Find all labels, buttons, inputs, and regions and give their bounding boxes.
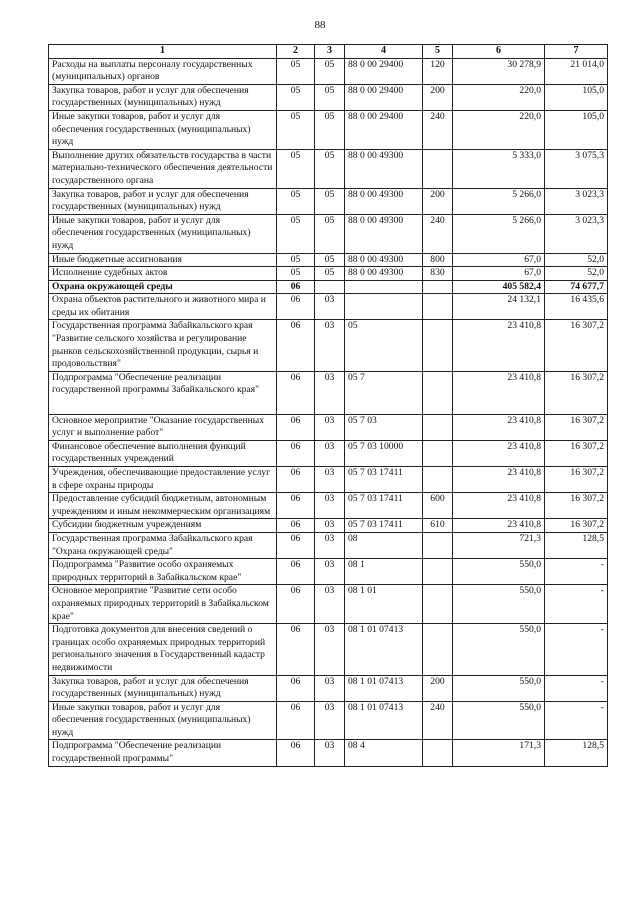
expense-type-cell xyxy=(423,559,453,585)
target-article-cell: 05 xyxy=(345,320,423,371)
section-code-cell: 06 xyxy=(277,414,315,440)
amount-plan-cell: 67,0 xyxy=(453,267,545,281)
amount-plan-cell: 550,0 xyxy=(453,701,545,740)
amount-actual-cell: 3 075,3 xyxy=(545,149,608,188)
amount-actual-cell: - xyxy=(545,675,608,701)
section-code-cell: 05 xyxy=(277,267,315,281)
section-code-cell: 05 xyxy=(277,110,315,149)
row-name-cell: Основное мероприятие "Оказание государственных услуг и выполнение работ" xyxy=(49,414,277,440)
section-code-cell: 05 xyxy=(277,58,315,84)
subsection-code-cell: 03 xyxy=(315,414,345,440)
section-code-cell: 06 xyxy=(277,280,315,294)
subsection-code-cell: 03 xyxy=(315,532,345,558)
section-code-cell: 06 xyxy=(277,467,315,493)
subsection-code-cell: 03 xyxy=(315,493,345,519)
subsection-code-cell: 05 xyxy=(315,188,345,214)
amount-plan-cell: 721,3 xyxy=(453,532,545,558)
amount-plan-cell: 220,0 xyxy=(453,110,545,149)
amount-plan-cell: 5 333,0 xyxy=(453,149,545,188)
expense-type-cell: 240 xyxy=(423,110,453,149)
target-article-cell: 88 0 00 29400 xyxy=(345,58,423,84)
expense-type-cell xyxy=(423,440,453,466)
amount-actual-cell: 16 307,2 xyxy=(545,371,608,414)
row-name-cell: Финансовое обеспечение выполнения функций государственных учреждений xyxy=(49,440,277,466)
table-row xyxy=(49,559,608,585)
table-row xyxy=(49,414,608,440)
amount-actual-cell: 16 307,2 xyxy=(545,320,608,371)
column-header: 2 xyxy=(277,45,315,59)
table-row xyxy=(49,440,608,466)
table-row xyxy=(49,58,608,84)
section-code-cell: 06 xyxy=(277,585,315,624)
expense-type-cell: 240 xyxy=(423,701,453,740)
target-article-cell: 05 7 03 17411 xyxy=(345,467,423,493)
row-name-cell: Охрана окружающей среды xyxy=(49,280,277,294)
expense-type-cell: 200 xyxy=(423,675,453,701)
row-name-cell: Подпрограмма "Обеспечение реализации государственной программы" xyxy=(49,740,277,766)
table-row xyxy=(49,110,608,149)
subsection-code-cell: 05 xyxy=(315,214,345,253)
table-row xyxy=(49,701,608,740)
target-article-cell: 88 0 00 29400 xyxy=(345,84,423,110)
expense-type-cell xyxy=(423,414,453,440)
expense-type-cell: 120 xyxy=(423,58,453,84)
table-row xyxy=(49,149,608,188)
table-row xyxy=(49,294,608,320)
budget-table xyxy=(48,44,608,767)
amount-actual-cell: 16 307,2 xyxy=(545,519,608,533)
amount-plan-cell: 5 266,0 xyxy=(453,214,545,253)
amount-plan-cell: 23 410,8 xyxy=(453,320,545,371)
section-code-cell: 06 xyxy=(277,294,315,320)
table-row xyxy=(49,253,608,267)
column-header: 5 xyxy=(423,45,453,59)
table-row xyxy=(49,467,608,493)
amount-plan-cell: 23 410,8 xyxy=(453,467,545,493)
table-row xyxy=(49,280,608,294)
row-name-cell: Учреждения, обеспечивающие предоставление услуг в сфере охраны природы xyxy=(49,467,277,493)
section-code-cell: 05 xyxy=(277,84,315,110)
section-code-cell: 06 xyxy=(277,493,315,519)
target-article-cell: 08 1 xyxy=(345,559,423,585)
expense-type-cell: 240 xyxy=(423,214,453,253)
target-article-cell: 08 1 01 07413 xyxy=(345,675,423,701)
subsection-code-cell: 03 xyxy=(315,371,345,414)
page-number: 88 xyxy=(314,19,326,31)
expense-type-cell xyxy=(423,624,453,675)
target-article-cell: 05 7 03 17411 xyxy=(345,493,423,519)
table-row xyxy=(49,188,608,214)
section-code-cell: 06 xyxy=(277,320,315,371)
subsection-code-cell: 05 xyxy=(315,110,345,149)
amount-plan-cell: 550,0 xyxy=(453,559,545,585)
subsection-code-cell: 03 xyxy=(315,740,345,766)
column-header: 7 xyxy=(545,45,608,59)
table-row xyxy=(49,532,608,558)
amount-plan-cell: 67,0 xyxy=(453,253,545,267)
amount-actual-cell: 16 307,2 xyxy=(545,493,608,519)
amount-actual-cell: 128,5 xyxy=(545,532,608,558)
expense-type-cell: 200 xyxy=(423,188,453,214)
expense-type-cell: 800 xyxy=(423,253,453,267)
amount-plan-cell: 23 410,8 xyxy=(453,440,545,466)
target-article-cell: 08 1 01 xyxy=(345,585,423,624)
row-name-cell: Закупка товаров, работ и услуг для обеспечения государственных (муниципальных) нужд xyxy=(49,675,277,701)
row-name-cell: Государственная программа Забайкальского края "Развитие сельского хозяйства и регулирование рынков сельскохозяйственной продукции, сырья и продовольствия" xyxy=(49,320,277,371)
section-code-cell: 06 xyxy=(277,740,315,766)
subsection-code-cell: 03 xyxy=(315,585,345,624)
target-article-cell: 88 0 00 49300 xyxy=(345,188,423,214)
amount-actual-cell: 16 307,2 xyxy=(545,467,608,493)
amount-plan-cell: 405 582,4 xyxy=(453,280,545,294)
expense-type-cell: 600 xyxy=(423,493,453,519)
amount-plan-cell: 23 410,8 xyxy=(453,519,545,533)
row-name-cell: Государственная программа Забайкальского края "Охрана окружающей среды" xyxy=(49,532,277,558)
row-name-cell: Подготовка документов для внесения сведений о границах особо охраняемых природных территорий регионального значения в Государственный кадастр недвижимости xyxy=(49,624,277,675)
column-header: 4 xyxy=(345,45,423,59)
section-code-cell: 06 xyxy=(277,559,315,585)
subsection-code-cell: 05 xyxy=(315,58,345,84)
row-name-cell: Иные бюджетные ассигнования xyxy=(49,253,277,267)
target-article-cell: 88 0 00 49300 xyxy=(345,214,423,253)
amount-plan-cell: 550,0 xyxy=(453,675,545,701)
subsection-code-cell: 05 xyxy=(315,149,345,188)
expense-type-cell: 610 xyxy=(423,519,453,533)
expense-type-cell xyxy=(423,371,453,414)
amount-actual-cell: 128,5 xyxy=(545,740,608,766)
expense-type-cell xyxy=(423,280,453,294)
row-name-cell: Расходы на выплаты персоналу государственных (муниципальных) органов xyxy=(49,58,277,84)
table-row xyxy=(49,624,608,675)
amount-actual-cell: 21 014,0 xyxy=(545,58,608,84)
amount-plan-cell: 171,3 xyxy=(453,740,545,766)
target-article-cell: 08 1 01 07413 xyxy=(345,701,423,740)
amount-actual-cell: 52,0 xyxy=(545,253,608,267)
amount-actual-cell: 16 307,2 xyxy=(545,414,608,440)
row-name-cell: Иные закупки товаров, работ и услуг для обеспечения государственных (муниципальных) нужд xyxy=(49,110,277,149)
subsection-code-cell xyxy=(315,280,345,294)
amount-actual-cell: 3 023,3 xyxy=(545,214,608,253)
table-row xyxy=(49,675,608,701)
section-code-cell: 06 xyxy=(277,701,315,740)
section-code-cell: 05 xyxy=(277,149,315,188)
row-name-cell: Закупка товаров, работ и услуг для обеспечения государственных (муниципальных) нужд xyxy=(49,188,277,214)
amount-plan-cell: 23 410,8 xyxy=(453,371,545,414)
row-name-cell: Закупка товаров, работ и услуг для обеспечения государственных (муниципальных) нужд xyxy=(49,84,277,110)
subsection-code-cell: 05 xyxy=(315,253,345,267)
amount-plan-cell: 24 132,1 xyxy=(453,294,545,320)
row-name-cell: Иные закупки товаров, работ и услуг для обеспечения государственных (муниципальных) нужд xyxy=(49,701,277,740)
row-name-cell: Субсидии бюджетным учреждениям xyxy=(49,519,277,533)
section-code-cell: 06 xyxy=(277,440,315,466)
amount-plan-cell: 550,0 xyxy=(453,585,545,624)
target-article-cell xyxy=(345,280,423,294)
target-article-cell: 05 7 xyxy=(345,371,423,414)
subsection-code-cell: 03 xyxy=(315,559,345,585)
subsection-code-cell: 03 xyxy=(315,320,345,371)
subsection-code-cell: 05 xyxy=(315,84,345,110)
expense-type-cell xyxy=(423,320,453,371)
section-code-cell: 06 xyxy=(277,624,315,675)
row-name-cell: Основное мероприятие "Развитие сети особо охраняемых природных территорий в Забайкальском крае" xyxy=(49,585,277,624)
section-code-cell: 06 xyxy=(277,519,315,533)
table-row xyxy=(49,267,608,281)
subsection-code-cell: 05 xyxy=(315,267,345,281)
table-row xyxy=(49,214,608,253)
expense-type-cell xyxy=(423,294,453,320)
amount-plan-cell: 23 410,8 xyxy=(453,414,545,440)
table-row xyxy=(49,519,608,533)
amount-actual-cell: - xyxy=(545,701,608,740)
amount-actual-cell: 74 677,7 xyxy=(545,280,608,294)
amount-actual-cell: 105,0 xyxy=(545,84,608,110)
amount-plan-cell: 5 266,0 xyxy=(453,188,545,214)
expense-type-cell: 830 xyxy=(423,267,453,281)
column-header: 3 xyxy=(315,45,345,59)
target-article-cell: 05 7 03 10000 xyxy=(345,440,423,466)
subsection-code-cell: 03 xyxy=(315,675,345,701)
subsection-code-cell: 03 xyxy=(315,440,345,466)
subsection-code-cell: 03 xyxy=(315,701,345,740)
row-name-cell: Предоставление субсидий бюджетным, автономным учреждениям и иным некоммерческим организациям xyxy=(49,493,277,519)
target-article-cell: 88 0 00 49300 xyxy=(345,149,423,188)
row-name-cell: Подпрограмма "Развитие особо охраняемых природных территорий в Забайкальском крае" xyxy=(49,559,277,585)
table-row xyxy=(49,320,608,371)
subsection-code-cell: 03 xyxy=(315,467,345,493)
section-code-cell: 05 xyxy=(277,188,315,214)
amount-plan-cell: 23 410,8 xyxy=(453,493,545,519)
amount-plan-cell: 30 278,9 xyxy=(453,58,545,84)
section-code-cell: 05 xyxy=(277,253,315,267)
amount-plan-cell: 220,0 xyxy=(453,84,545,110)
table-row xyxy=(49,740,608,766)
table-row xyxy=(49,371,608,414)
column-header: 1 xyxy=(49,45,277,59)
target-article-cell: 08 1 01 07413 xyxy=(345,624,423,675)
amount-actual-cell: 105,0 xyxy=(545,110,608,149)
target-article-cell: 08 xyxy=(345,532,423,558)
row-name-cell: Иные закупки товаров, работ и услуг для обеспечения государственных (муниципальных) нужд xyxy=(49,214,277,253)
target-article-cell: 88 0 00 49300 xyxy=(345,253,423,267)
row-name-cell: Подпрограмма "Обеспечение реализации государственной программы Забайкальского края" xyxy=(49,371,277,414)
target-article-cell: 88 0 00 49300 xyxy=(345,267,423,281)
target-article-cell: 05 7 03 xyxy=(345,414,423,440)
target-article-cell: 05 7 03 17411 xyxy=(345,519,423,533)
amount-actual-cell: 3 023,3 xyxy=(545,188,608,214)
table-row xyxy=(49,585,608,624)
target-article-cell xyxy=(345,294,423,320)
expense-type-cell: 200 xyxy=(423,84,453,110)
expense-type-cell xyxy=(423,585,453,624)
section-code-cell: 06 xyxy=(277,532,315,558)
table-row xyxy=(49,493,608,519)
header-row xyxy=(49,45,608,59)
amount-actual-cell: 52,0 xyxy=(545,267,608,281)
target-article-cell: 08 4 xyxy=(345,740,423,766)
amount-actual-cell: 16 307,2 xyxy=(545,440,608,466)
section-code-cell: 06 xyxy=(277,675,315,701)
table-row xyxy=(49,84,608,110)
expense-type-cell xyxy=(423,532,453,558)
expense-type-cell xyxy=(423,467,453,493)
column-header: 6 xyxy=(453,45,545,59)
subsection-code-cell: 03 xyxy=(315,624,345,675)
target-article-cell: 88 0 00 29400 xyxy=(345,110,423,149)
row-name-cell: Выполнение других обязательств государства в части материально-технического обеспечения деятельности государственного органа xyxy=(49,149,277,188)
expense-type-cell xyxy=(423,149,453,188)
table-body xyxy=(49,58,608,766)
amount-actual-cell: - xyxy=(545,559,608,585)
row-name-cell: Охрана объектов растительного и животного мира и среды их обитания xyxy=(49,294,277,320)
subsection-code-cell: 03 xyxy=(315,294,345,320)
amount-actual-cell: - xyxy=(545,624,608,675)
expense-type-cell xyxy=(423,740,453,766)
row-name-cell: Исполнение судебных актов xyxy=(49,267,277,281)
amount-actual-cell: - xyxy=(545,585,608,624)
subsection-code-cell: 03 xyxy=(315,519,345,533)
amount-actual-cell: 16 435,6 xyxy=(545,294,608,320)
section-code-cell: 05 xyxy=(277,214,315,253)
section-code-cell: 06 xyxy=(277,371,315,414)
amount-plan-cell: 550,0 xyxy=(453,624,545,675)
